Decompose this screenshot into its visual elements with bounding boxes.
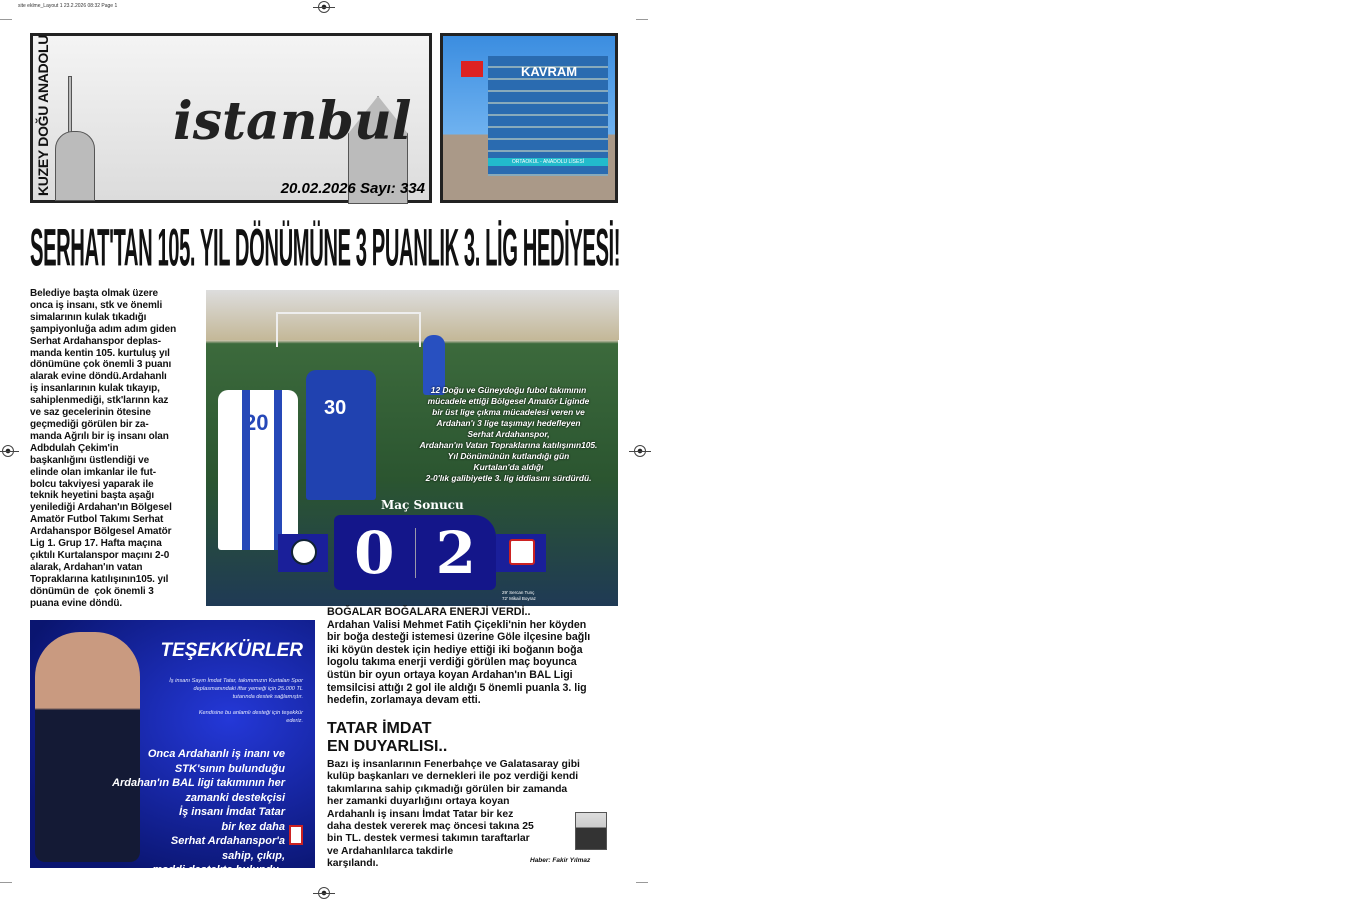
school-band: ORTAOKUL - ANADOLU LİSESİ (488, 158, 608, 166)
lead-article-body: Belediye başta olmak üzere onca iş insanı, stk ve önemli simalarının kulak tıkadığı şampiyonluğa adım adım giden Serhat Ardahanspor deplas- manda kentin 105. kurtuluş yıl dönümüne çok önemli 3 puanı alarak evine döndü.Ardahanlı iş insanlarının kulak tıkayıp, sahiplenmediği, stk'larınn kaz ve saz gecelerinin ötesine geçmediği görülen bir za- manda Ağrılı bir iş insanı olan Adbdulah Çekim'in başkanlığını üstlendiği ve elinde olan imkanlar ile fut- bolcu takviyesi yaparak ile teknik heyetini başta aşağı yenilediği Ardahan'ın Bölgesel Amatör Futbol Takımı Serhat Ardahanspor Bölgesel Amatör Lig 1. Grup 17. Hafta maçına çıktılı Kurtalanspor maçını 2-0 alarak, Ardahan'ın vatan Topraklarına katılışının105. yıl dönümün de çok önemli 3 puana evine döndü. (30, 288, 177, 609)
headline (30, 216, 620, 277)
issue-date: 20.02.2026 Sayı: 334 (280, 180, 425, 197)
school-photo (440, 33, 618, 203)
crop-mark (0, 19, 12, 20)
home-score: 0 (354, 518, 395, 587)
away-team-logo (496, 534, 546, 572)
goal-scorers (502, 590, 536, 602)
team-logo (289, 825, 303, 845)
advert-overlay-text: Onca Ardahanlı iş inanı ve STK'sının bulunduğu Ardahan'ın BAL ligi takımının her zamanki destekçisi İş insanı İmdat Tatar bir kez daha Serhat Ardahanspor'a sahip, çıkıp, maddi destekte bulundu.. (112, 748, 285, 876)
masthead-vertical-title: KUZEY DOĞU ANADOLU (35, 34, 51, 196)
jersey-number: 30 (324, 397, 347, 419)
registration-mark-icon (2, 445, 14, 457)
registration-mark-icon (318, 887, 330, 899)
scoreboard (334, 515, 496, 590)
crop-mark (636, 882, 648, 883)
article-title: BOĞALAR BOĞALARA ENERJİ VERDİ.. (327, 606, 531, 618)
match-caption: 12 Doğu ve Güneydoğu fubol takımının mücadele ettiği Bölgesel Amatör Liginde bir üst lige çıkma mücadelesi veren ve Ardahan'ı 3 lige taşımayı hedefleyen Serhat Ardahanspor, Ardahan'ın Vatan Topraklarına katılışının105. Yıl Dönümünün kutlandığı gün Kurtalan'da aldığı 2-0'lık galibiyetle 3. lig iddiasını sürdürdü. (419, 385, 598, 483)
advert-title: TEŞEKKÜRLER (160, 640, 303, 661)
turkish-flag-icon (461, 61, 483, 77)
registration-mark-icon (634, 445, 646, 457)
home-team-logo (278, 534, 328, 572)
article-title: TATAR İMDAT EN DUYARLISI.. (327, 720, 448, 755)
player-blue-jersey (306, 370, 376, 500)
headline-text: SERHAT'TAN 105. YIL DÖNÜMÜNE 3 PUANLIK 3. LİG HEDİYESİ! (30, 217, 620, 277)
match-result-label: Maç Sonucu (381, 498, 464, 512)
away-score: 2 (435, 518, 476, 587)
print-slug: site eklme_Layout 1 23.2.2026 08:32 Page 1 (18, 3, 118, 9)
scorer: 72' Mikail Boyraz (502, 596, 536, 601)
advert-body: İş insanı Sayın İmdat Tatar, takımımızın Kurtalan Spor deplasmanındaki iftar yemeği için 25.000 TL tutarında destek sağlamıştır. Kendisine bu anlamlı desteği için teşekkür ederiz. (169, 678, 303, 724)
school-sign: KAVRAM (521, 64, 578, 79)
crop-mark (636, 19, 648, 20)
jersey-number: 20 (244, 410, 269, 435)
goal-frame (276, 312, 421, 347)
masthead (30, 33, 432, 203)
article-body: Ardahan Valisi Mehmet Fatih Çiçekli'nin her köyden bir boğa desteği istemesi üzerine Göle ilçesine bağlı iki köyün destek için hediye ettiği iki boğanın boğa logolu takıma enerji verdiği görülen maç boyunca üstün bir oyun ortaya koyan Ardahan'ın BAL Ligi temsilcisi attığı 2 gol ile aldığı 5 önemli puanla 3. lig hedefin, zorlamaya devam etti. (327, 618, 591, 707)
scorer: 29' Sercan Tunç (502, 590, 535, 595)
thanks-advert (30, 620, 315, 876)
masthead-logo: istanbul (173, 91, 412, 152)
byline: Haber: Fakir Yılmaz (530, 857, 591, 864)
crop-mark (0, 882, 12, 883)
registration-mark-icon (318, 1, 330, 13)
author-photo (575, 812, 607, 850)
article-bulls (327, 606, 622, 707)
article-body: Bazı iş insanlarının Fenerbahçe ve Galatasaray gibi kulüp başkanları ve dernekleri ile poz verdiği kendi takımlarına sahip çıkmadığı görülen bir zamanda her zamanki duyarlığını ortaya koyan Ardahanlı iş insanı İmdat Tatar bir kez daha destek vererek maç öncesi takına 25 bin TL. destek vermesi takımın taraftarlar ve Ardahanlılarca takdirle karşılandı. (327, 759, 580, 870)
match-result-graphic (206, 290, 618, 606)
maiden-tower-illustration (68, 76, 72, 136)
maiden-tower-illustration (55, 131, 95, 201)
